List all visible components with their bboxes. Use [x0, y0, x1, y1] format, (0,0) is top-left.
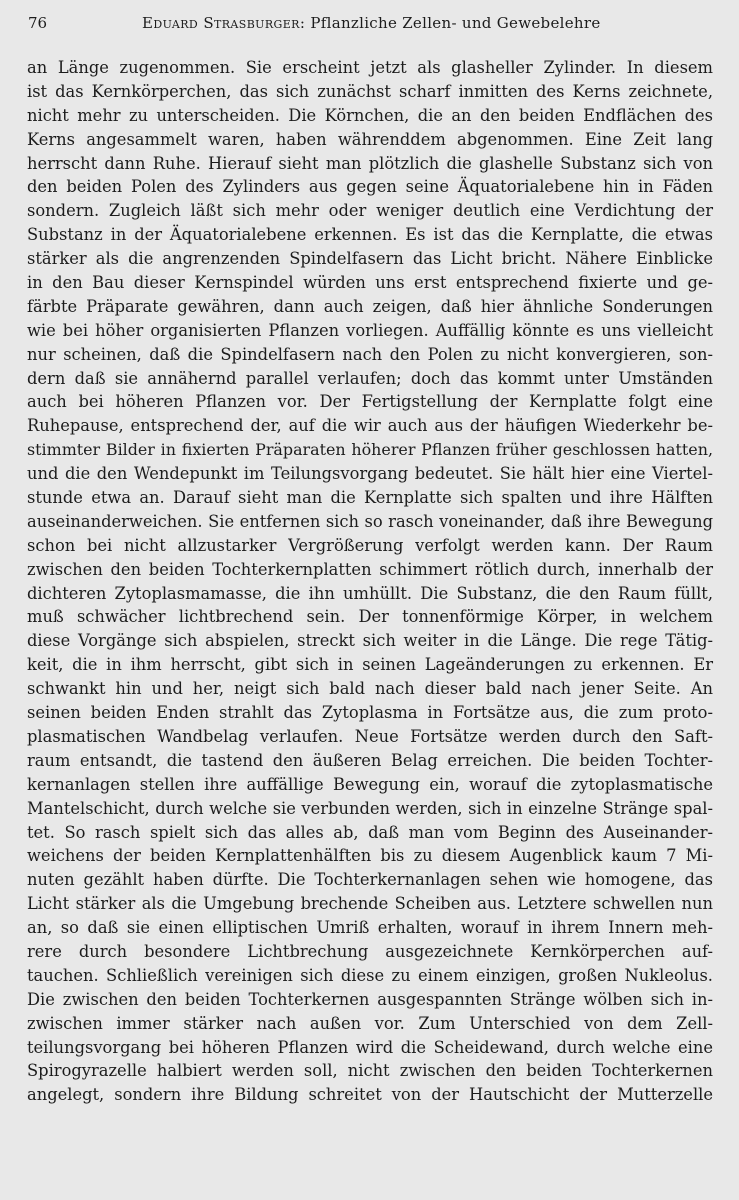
text-line: kernanlagen stellen ihre auffällige Bewegung ein, worauf die zytoplasmatische [27, 774, 713, 794]
text-line: Mantelschicht, durch welche sie verbunden werden, sich in einzelne Stränge spal- [27, 798, 713, 818]
text-line: seinen beiden Enden strahlt das Zytoplasma in Fortsätze aus, die zum proto- [27, 703, 713, 723]
text-line: wie bei höher organisierten Pflanzen vorliegen. Auffällig könnte es uns vielleicht [27, 320, 713, 340]
text-line: plasmatischen Wandbelag verlaufen. Neue Fortsätze werden durch den Saft- [27, 726, 713, 746]
text-line: schwankt hin und her, neigt sich bald nach dieser bald nach jener Seite. An [27, 679, 713, 699]
text-line: auseinanderweichen. Sie entfernen sich so rasch voneinander, daß ihre Bewegung [27, 511, 713, 531]
text-line: weichens der beiden Kernplattenhälften bis zu diesem Augenblick kaum 7 Mi- [27, 846, 713, 866]
text-line: dern daß sie annähernd parallel verlaufen; doch das kommt unter Umständen [27, 368, 713, 388]
header-author: Eduard Strasburger: [142, 14, 306, 32]
text-line: an Länge zugenommen. Sie erscheint jetzt als glasheller Zylinder. In diesem [27, 58, 713, 77]
header-title-block [142, 10, 601, 36]
text-line: dichteren Zytoplasmamasse, die ihn umhüllt. Die Substanz, die den Raum füllt, [27, 583, 713, 603]
text-line: zwischen immer stärker nach außen vor. Zum Unterschied von dem Zell- [27, 1013, 713, 1033]
text-line: sondern. Zugleich läßt sich mehr oder weniger deutlich eine Verdichtung der [27, 201, 713, 221]
text-line: raum entsandt, die tastend den äußeren Belag erreichen. Die beiden Tochter- [27, 750, 713, 770]
text-line: an, so daß sie einen elliptischen Umriß erhalten, worauf in ihrem Innern meh- [27, 918, 713, 938]
text-line: Licht stärker als die Umgebung brechende Scheiben aus. Letztere schwellen nun [27, 894, 713, 914]
text-line: angelegt, sondern ihre Bildung schreitet von der Hautschicht der Mutterzelle [27, 1085, 713, 1105]
text-line: färbte Präparate gewähren, dann auch zeigen, daß hier ähnliche Sonderungen [27, 296, 713, 316]
text-line: schon bei nicht allzustarker Vergrößerung verfolgt werden kann. Der Raum [27, 535, 713, 555]
text-line: nuten gezählt haben dürfte. Die Tochterkernanlagen sehen wie homogene, das [27, 870, 713, 890]
text-line: tauchen. Schließlich vereinigen sich diese zu einem einzigen, großen Nukleolus. [27, 965, 713, 985]
text-line: ist das Kernkörperchen, das sich zunächst scharf inmitten des Kerns zeichnete, [27, 81, 713, 101]
text-line: stunde etwa an. Darauf sieht man die Kernplatte sich spalten und ihre Hälften [27, 488, 713, 508]
text-line: auch bei höheren Pflanzen vor. Der Fertigstellung der Kernplatte folgt eine [27, 392, 713, 412]
text-line: Spirogyrazelle halbiert werden soll, nicht zwischen den beiden Tochterkernen [27, 1061, 713, 1081]
text-line: keit, die in ihm herrscht, gibt sich in seinen Lageänderungen zu erkennen. Er [27, 655, 713, 675]
body-text [27, 56, 713, 1107]
text-line: und die den Wendepunkt im Teilungsvorgang bedeutet. Sie hält hier eine Viertel- [27, 464, 713, 484]
text-line: nicht mehr zu unterscheiden. Die Körnchen, die an den beiden Endflächen des [27, 105, 713, 125]
text-line: herrscht dann Ruhe. Hierauf sieht man plötzlich die glashelle Substanz sich von [27, 153, 713, 173]
text-line: Substanz in der Äquatorialebene erkennen. Es ist das die Kernplatte, die etwas [27, 225, 713, 245]
header-title: Pflanzliche Zellen- und Gewebelehre [310, 14, 601, 32]
text-line: zwischen den beiden Tochterkernplatten schimmert rötlich durch, innerhalb der [27, 559, 713, 579]
text-line: Die zwischen den beiden Tochterkernen ausgespannten Stränge wölben sich in- [27, 989, 713, 1009]
text-line: stimmter Bilder in fixierten Präparaten höherer Pflanzen früher geschlossen hatten, [27, 440, 713, 460]
text-line: rere durch besondere Lichtbrechung ausgezeichnete Kernkörperchen auf- [27, 941, 713, 961]
text-line: den beiden Polen des Zylinders aus gegen seine Äquatorialebene hin in Fäden [27, 177, 713, 197]
text-line: teilungsvorgang bei höheren Pflanzen wird die Scheidewand, durch welche eine [27, 1037, 713, 1057]
text-line: diese Vorgänge sich abspielen, streckt sich weiter in die Länge. Die rege Tätig- [27, 631, 713, 651]
text-line: in den Bau dieser Kernspindel würden uns erst entsprechend fixierte und ge- [27, 273, 713, 293]
page-number: 76 [28, 14, 48, 32]
text-line: stärker als die angrenzenden Spindelfasern das Licht bricht. Nähere Einblicke [27, 249, 713, 269]
text-line: Kerns angesammelt waren, haben währenddem abgenommen. Eine Zeit lang [27, 129, 713, 149]
text-line: muß schwächer lichtbrechend sein. Der tonnenförmige Körper, in welchem [27, 607, 713, 627]
text-line: nur scheinen, daß die Spindelfasern nach den Polen zu nicht konvergieren, son- [27, 344, 713, 364]
text-line: Ruhepause, entsprechend der, auf die wir auch aus der häufigen Wiederkehr be- [27, 416, 713, 436]
text-line: tet. So rasch spielt sich das alles ab, daß man vom Beginn des Auseinander- [27, 822, 713, 842]
running-header [28, 10, 718, 36]
